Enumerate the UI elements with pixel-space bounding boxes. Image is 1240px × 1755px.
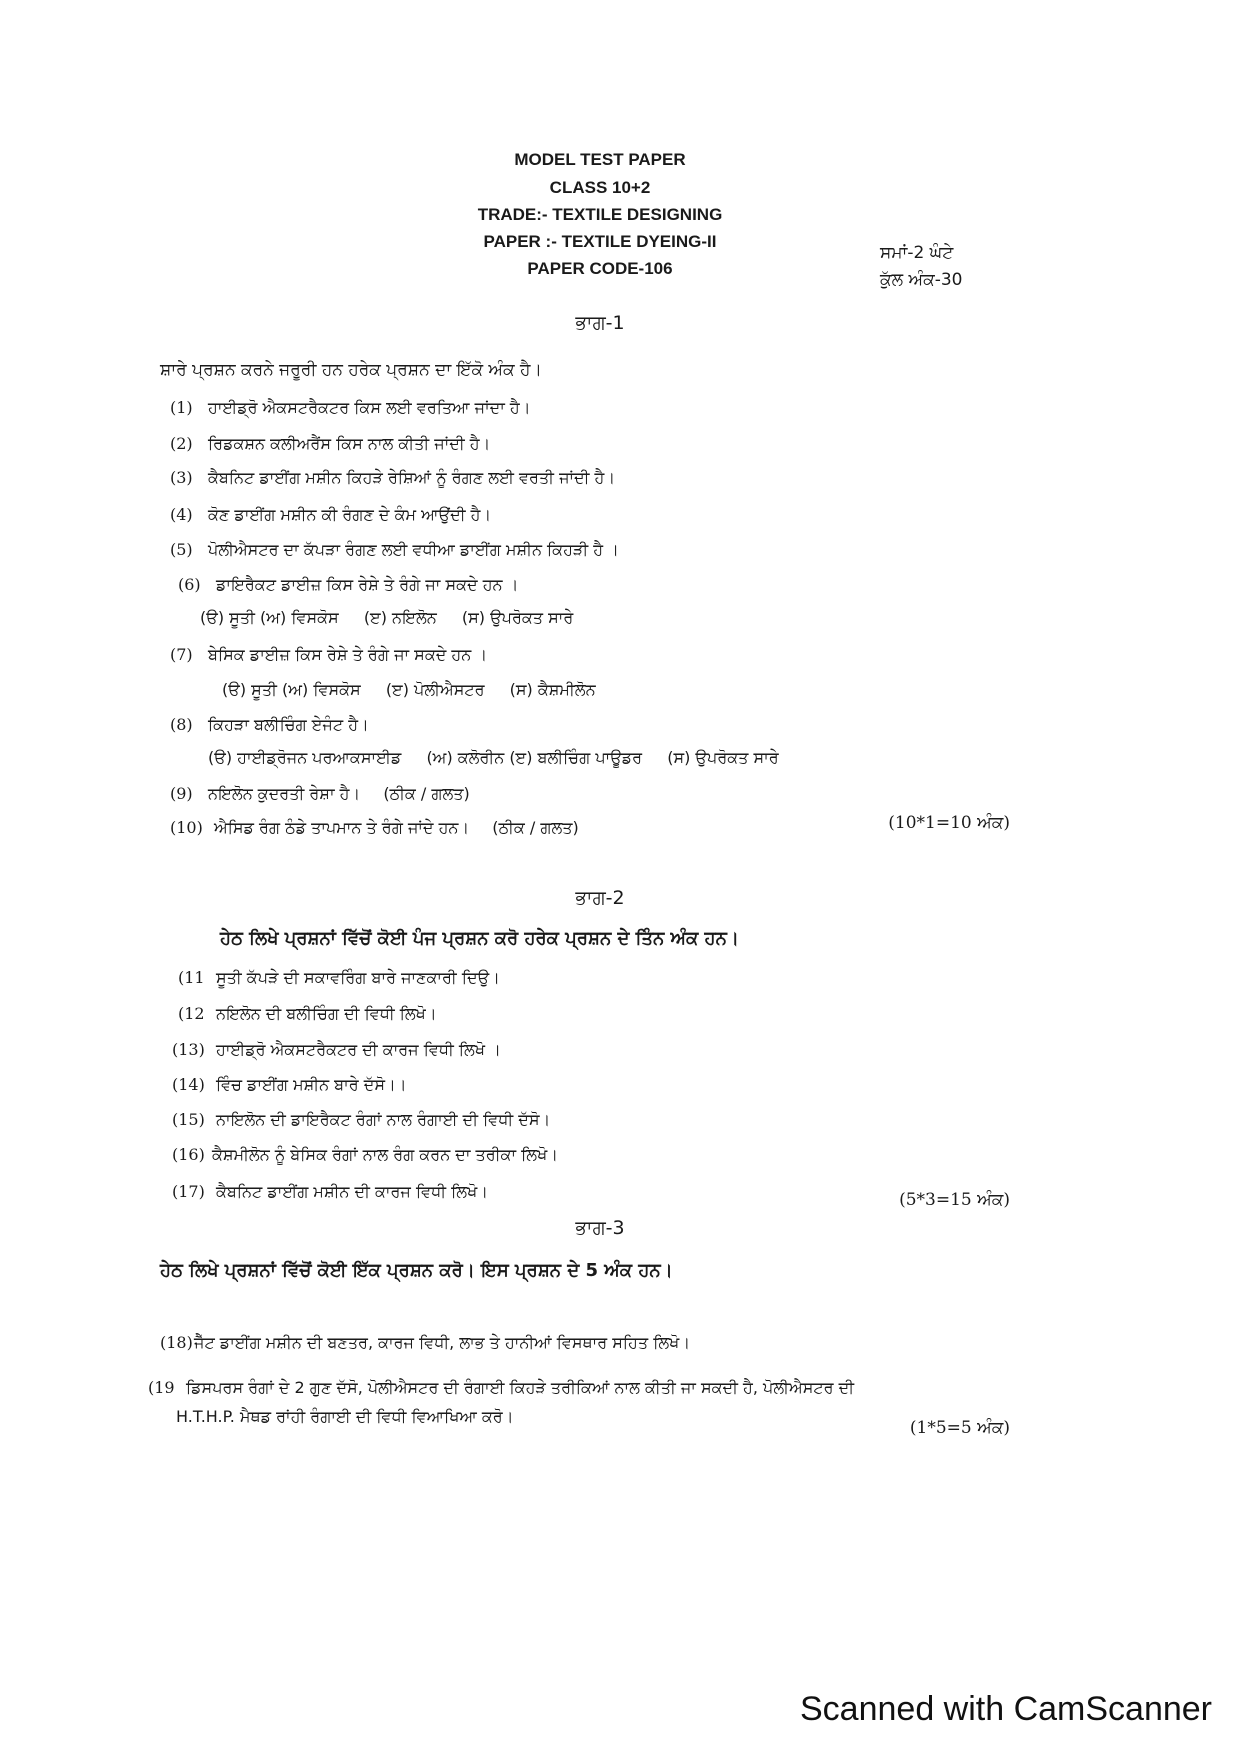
question-19: [148, 1378, 854, 1398]
question-number: (16): [172, 1145, 205, 1164]
question-number: (8): [170, 715, 193, 734]
question-number: (7): [170, 645, 193, 664]
option: (ੳ) ਸੂਤੀ (ਅ) ਵਿਸਕੋਸ: [222, 680, 361, 699]
option: (ੳ) ਸੂਤੀ (ਅ) ਵਿਸਕੋਸ: [200, 608, 339, 627]
question-number: (5): [170, 540, 193, 559]
question-text: ਹਾਈਡ੍ਰੋ ਐਕਸਟਰੈਕਟਰ ਕਿਸ ਲਈ ਵਰਤਿਆ ਜਾਂਦਾ ਹੈ।: [208, 398, 531, 417]
section1-heading: ਭਾਗ-1: [575, 312, 625, 334]
question-15: [172, 1110, 550, 1130]
question-text: ਵਿੰਚ ਡਾਈਂਗ ਮਸ਼ੀਨ ਬਾਰੇ ਦੱਸੋ।।: [216, 1075, 407, 1094]
option: (ਸ) ਉਪਰੋਕਤ ਸਾਰੇ: [667, 748, 779, 767]
question-number: (4): [170, 505, 193, 524]
question-11: [178, 968, 500, 988]
question-text: ਬੇਸਿਕ ਡਾਈਜ਼ ਕਿਸ ਰੇਸ਼ੇ ਤੇ ਰੰਗੇ ਜਾ ਸਕਦੇ ਹਨ ।: [208, 645, 488, 664]
question-5: [170, 540, 619, 560]
scanner-watermark: Scanned with CamScanner: [800, 1690, 1213, 1728]
question-3: [170, 468, 615, 488]
question-number: (10): [170, 818, 203, 837]
option: (ਸ) ਕੈਸ਼ਮੀਲੋਨ: [509, 680, 596, 699]
section1-marks: (10*1=10 ਅੰਕ): [888, 813, 1010, 833]
option: (ੲ) ਨਇਲੋਨ: [363, 608, 437, 627]
question-number: (9): [170, 784, 193, 803]
question-text: ਰਿਡਕਸ਼ਨ ਕਲੀਅਰੈਂਸ ਕਿਸ ਨਾਲ ਕੀਤੀ ਜਾਂਦੀ ਹੈ।: [208, 434, 491, 453]
question-14: [172, 1075, 407, 1095]
section3-marks: (1*5=5 ਅੰਕ): [909, 1418, 1010, 1438]
total-marks: ਕੁੱਲ ਅੰਕ-30: [880, 270, 963, 290]
question-text: ਕੈਸ਼ਮੀਲੋਨ ਨੂੰ ਬੇਸਿਕ ਰੰਗਾਂ ਨਾਲ ਰੰਗ ਕਰਨ ਦਾ ਤਰੀਕਾ ਲਿਖੋ।: [212, 1145, 558, 1164]
question-10: [170, 818, 579, 838]
question-6-options: [200, 608, 593, 628]
question-17: [172, 1182, 488, 1202]
question-text: ਐਸਿਡ ਰੰਗ ਠੰਡੇ ਤਾਪਮਾਨ ਤੇ ਰੰਗੇ ਜਾਂਦੇ ਹਨ।: [214, 818, 470, 837]
question-text: ਜੈੱਟ ਡਾਈਂਗ ਮਸ਼ੀਨ ਦੀ ਬਣਤਰ, ਕਾਰਜ ਵਿਧੀ, ਲਾਭ ਤੇ ਹਾਨੀਆਂ ਵਿਸਥਾਰ ਸਹਿਤ ਲਿਖੋ।: [194, 1333, 691, 1352]
question-number: (14): [172, 1075, 205, 1094]
question-number: (6): [178, 575, 201, 594]
option: (ਸ) ਉਪਰੋਕਤ ਸਾਰੇ: [461, 608, 574, 627]
question-number: (17): [172, 1182, 205, 1201]
question-text: ਡਾਇਰੈਕਟ ਡਾਈਜ਼ ਕਿਸ ਰੇਸ਼ੇ ਤੇ ਰੰਗੇ ਜਾ ਸਕਦੇ ਹਨ ।: [216, 575, 519, 594]
true-false-choice: (ਠੀਕ / ਗਲਤ): [492, 818, 579, 837]
question-9: [170, 784, 470, 804]
question-text: ਨਇਲੋਨ ਦੀ ਬਲੀਚਿੰਗ ਦੀ ਵਿਧੀ ਲਿਖੋ।: [216, 1004, 437, 1023]
question-8-options: [208, 748, 799, 768]
question-2: [170, 434, 490, 454]
true-false-choice: (ਠੀਕ / ਗਲਤ): [383, 784, 470, 803]
section1-instruction: ਸ਼ਾਰੇ ਪ੍ਰਸ਼ਨ ਕਰਨੇ ਜਰੂਰੀ ਹਨ ਹਰੇਕ ਪ੍ਰਸ਼ਨ ਦਾ ਇੱਕੋ ਅੰਕ ਹੈ।: [160, 360, 542, 380]
time-allowed: ਸਮਾਂ-2 ਘੰਟੇ: [880, 243, 954, 263]
question-number: (2): [170, 434, 193, 453]
question-6: [178, 575, 518, 595]
question-number: (12: [178, 1004, 205, 1023]
paper-code: PAPER CODE-106: [527, 259, 673, 278]
section3-instruction: ਹੇਠ ਲਿਖੇ ਪ੍ਰਸ਼ਨਾਂ ਵਿੱਚੋਂ ਕੋਈ ਇੱਕ ਪ੍ਰਸ਼ਨ ਕਰੋ। ਇਸ ਪ੍ਰਸ਼ਨ ਦੇ 5 ਅੰਕ ਹਨ।: [160, 1260, 673, 1281]
paper-label: PAPER :- TEXTILE DYEING-II: [483, 232, 717, 251]
option: (ੲ) ਪੋਲੀਐਸਟਰ: [385, 680, 485, 699]
question-number: (19: [148, 1378, 175, 1397]
section2-instruction: ਹੇਠ ਲਿਖੇ ਪ੍ਰਸ਼ਨਾਂ ਵਿੱਚੋਂ ਕੋਈ ਪੰਜ ਪ੍ਰਸ਼ਨ ਕਰੋ ਹਰੇਕ ਪ੍ਰਸ਼ਨ ਦੇ ਤਿੰਨ ਅੰਕ ਹਨ।: [220, 928, 739, 949]
question-12: [178, 1004, 437, 1024]
class-label: CLASS 10+2: [549, 178, 651, 197]
question-number: (18): [160, 1333, 193, 1352]
question-7: [170, 645, 487, 665]
option: (ਅ) ਕਲੋਰੀਨ (ੲ) ਬਲੀਚਿੰਗ ਪਾਊਡਰ: [426, 748, 643, 767]
question-4: [170, 505, 491, 525]
question-text: ਕੈਬਨਿਟ ਡਾਈਂਗ ਮਸ਼ੀਨ ਕਿਹੜੇ ਰੇਸ਼ਿਆਂ ਨੂੰ ਰੰਗਣ ਲਈ ਵਰਤੀ ਜਾਂਦੀ ਹੈ।: [208, 468, 616, 487]
question-19-continued: H.T.H.P. ਮੈਥਡ ਰਾਂਹੀ ਰੰਗਾਈ ਦੀ ਵਿਧੀ ਵਿਆਖਿਆ ਕਰੋ।: [176, 1407, 514, 1426]
section2-marks: (5*3=15 ਅੰਕ): [899, 1190, 1010, 1210]
question-13: [172, 1040, 501, 1060]
question-7-options: [222, 680, 616, 700]
section2-heading: ਭਾਗ-2: [575, 887, 625, 909]
question-text: ਕਿਹੜਾ ਬਲੀਚਿੰਗ ਏਜੰਟ ਹੈ।: [208, 715, 369, 734]
question-8: [170, 715, 369, 735]
option: (ੳ) ਹਾਈਡ੍ਰੋਜਨ ਪਰਆਕਸਾਈਡ: [208, 748, 402, 767]
question-18: [160, 1333, 690, 1353]
question-1: [170, 398, 531, 418]
section3-heading: ਭਾਗ-3: [575, 1217, 625, 1239]
question-text: ਹਾਈਡ੍ਰੋ ਐਕਸਟਰੈਕਟਰ ਦੀ ਕਾਰਜ ਵਿਧੀ ਲਿਖੋ ।: [216, 1040, 501, 1059]
question-text: ਕੈਬਨਿਟ ਡਾਈਂਗ ਮਸ਼ੀਨ ਦੀ ਕਾਰਜ ਵਿਧੀ ਲਿਖੋ।: [216, 1182, 489, 1201]
question-text: ਸੂਤੀ ਕੱਪੜੇ ਦੀ ਸਕਾਵਰਿੰਗ ਬਾਰੇ ਜਾਣਕਾਰੀ ਦਿਉ।: [216, 968, 500, 987]
question-number: (1): [170, 398, 193, 417]
trade-label: TRADE:- TEXTILE DESIGNING: [477, 205, 723, 224]
paper-title: MODEL TEST PAPER: [514, 150, 686, 169]
question-number: (11: [178, 968, 205, 987]
question-number: (13): [172, 1040, 205, 1059]
question-text: ਕੋਣ ਡਾਈਂਗ ਮਸ਼ੀਨ ਕੀ ਰੰਗਣ ਦੇ ਕੰਮ ਆਉਂਦੀ ਹੈ।: [208, 505, 492, 524]
question-text: ਪੋਲੀਐਸਟਰ ਦਾ ਕੱਪੜਾ ਰੰਗਣ ਲਈ ਵਧੀਆ ਡਾਈਂਗ ਮਸ਼ੀਨ ਕਿਹੜੀ ਹੈ ।: [208, 540, 619, 559]
question-number: (3): [170, 468, 193, 487]
question-number: (15): [172, 1110, 205, 1129]
question-text: ਨਇਲੋਨ ਕੁਦਰਤੀ ਰੇਸ਼ਾ ਹੈ।: [208, 784, 361, 803]
question-text: ਨਾਇਲੋਨ ਦੀ ਡਾਇਰੈਕਟ ਰੰਗਾਂ ਨਾਲ ਰੰਗਾਈ ਦੀ ਵਿਧੀ ਦੱਸੋ।: [216, 1110, 551, 1129]
question-16: [172, 1145, 558, 1165]
question-text: ਡਿਸਪਰਸ ਰੰਗਾਂ ਦੇ 2 ਗੁਣ ਦੱਸੋ, ਪੋਲੀਐਸਟਰ ਦੀ ਰੰਗਾਈ ਕਿਹੜੇ ਤਰੀਕਿਆਂ ਨਾਲ ਕੀਤੀ ਜਾ ਸਕਦੀ ਹੈ, ਪੋਲੀਐਸਟਰ ਦੀ: [186, 1378, 855, 1397]
